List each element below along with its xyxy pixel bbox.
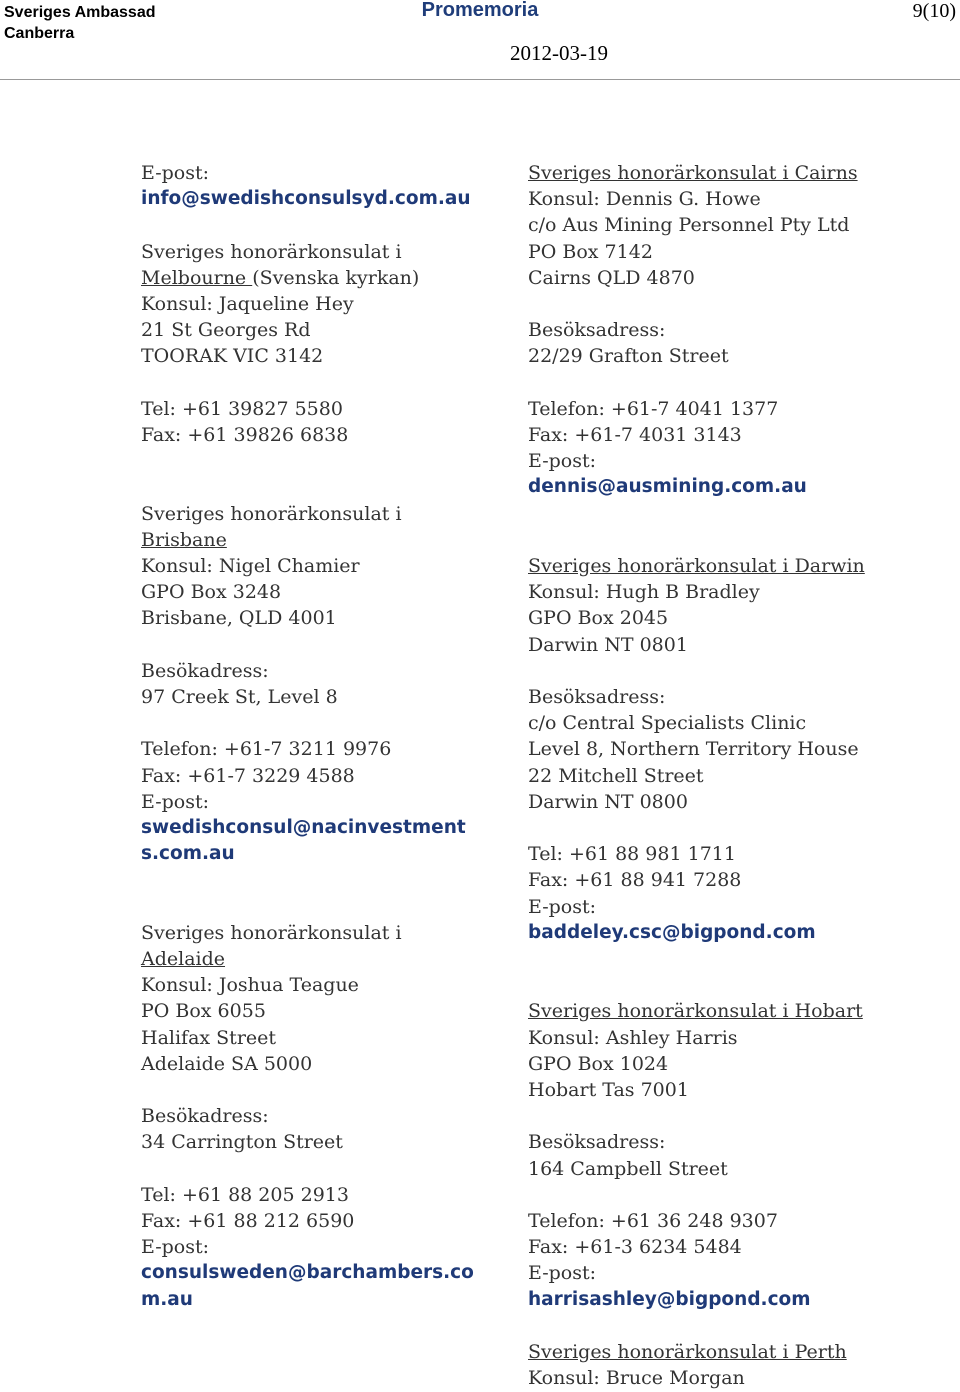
address-line: GPO Box 3248 bbox=[141, 581, 282, 604]
visit-address: 22/29 Grafton Street bbox=[528, 345, 729, 368]
telephone: Tel: +61 88 205 2913 bbox=[141, 1183, 349, 1206]
visit-address: Level 8, Northern Territory House bbox=[528, 738, 859, 761]
address-line: Brisbane, QLD 4001 bbox=[141, 607, 337, 630]
spacer bbox=[141, 894, 471, 920]
address-line: Cairns QLD 4870 bbox=[528, 266, 695, 289]
consul-name: Konsul: Bruce Morgan bbox=[528, 1367, 745, 1390]
email-link[interactable]: dennis@ausmining.com.au bbox=[528, 476, 807, 498]
email-label: E-post: bbox=[141, 790, 210, 813]
visit-address: 164 Campbell Street bbox=[528, 1157, 728, 1180]
address-line: PO Box 7142 bbox=[528, 240, 653, 263]
telephone: Telefon: +61 36 248 9307 bbox=[528, 1209, 778, 1232]
spacer bbox=[528, 946, 958, 972]
fax: Fax: +61-3 6234 5484 bbox=[528, 1236, 742, 1259]
spacer bbox=[528, 972, 958, 998]
telephone: Telefon: +61-7 4041 1377 bbox=[528, 397, 779, 420]
left-column bbox=[141, 160, 474, 1313]
telephone: Telefon: +61-7 3211 9976 bbox=[141, 738, 392, 761]
email-link-continued[interactable]: m.au bbox=[141, 1288, 193, 1310]
consul-name: Konsul: Jaqueline Hey bbox=[141, 293, 354, 315]
spacer bbox=[528, 501, 958, 527]
consulate-heading: Sveriges honorärkonsulat i bbox=[141, 502, 402, 525]
email-label: E-post: bbox=[141, 162, 210, 184]
consul-name: Konsul: Ashley Harris bbox=[528, 1026, 738, 1049]
spacer bbox=[528, 1182, 958, 1208]
consulate-heading-city bbox=[141, 265, 471, 291]
fax: Fax: +61 88 212 6590 bbox=[141, 1209, 355, 1232]
spacer bbox=[141, 710, 471, 736]
visit-address: c/o Central Specialists Clinic bbox=[528, 712, 807, 735]
consulate-heading: Sveriges honorärkonsulat i bbox=[141, 240, 402, 263]
fax: Fax: +61-7 3229 4588 bbox=[141, 764, 355, 787]
consulate-heading-city: Adelaide bbox=[141, 947, 226, 970]
city-name: Melbourne bbox=[141, 266, 253, 289]
email-label: E-post: bbox=[528, 895, 597, 918]
consul-name: Konsul: Joshua Teague bbox=[141, 974, 359, 997]
spacer bbox=[141, 632, 471, 658]
address-line: PO Box 6055 bbox=[141, 1000, 266, 1023]
org-city: Canberra bbox=[4, 25, 75, 42]
spacer bbox=[528, 815, 958, 841]
address-line: Halifax Street bbox=[141, 1026, 277, 1049]
email-link-continued[interactable]: s.com.au bbox=[141, 843, 235, 865]
address-line: GPO Box 2045 bbox=[528, 607, 669, 630]
address-line: 21 St Georges Rd bbox=[141, 319, 311, 342]
consulate-heading: Sveriges honorärkonsulat i Cairns bbox=[528, 162, 858, 184]
spacer bbox=[528, 1103, 958, 1129]
email-label: E-post: bbox=[528, 450, 597, 473]
consul-name: Konsul: Nigel Chamier bbox=[141, 554, 360, 577]
spacer bbox=[141, 448, 471, 474]
visit-address-label: Besökadress: bbox=[141, 659, 269, 682]
telephone: Tel: +61 88 981 1711 bbox=[528, 843, 736, 866]
spacer bbox=[528, 370, 958, 396]
visit-address: 97 Creek St, Level 8 bbox=[141, 685, 338, 708]
consulate-heading-city: Brisbane bbox=[141, 528, 227, 551]
spacer bbox=[141, 867, 471, 893]
spacer bbox=[528, 291, 958, 317]
visit-address-label: Besöksadress: bbox=[528, 319, 666, 342]
spacer bbox=[141, 474, 471, 500]
visit-address: 34 Carrington Street bbox=[141, 1131, 343, 1154]
address-line: Adelaide SA 5000 bbox=[141, 1052, 313, 1075]
email-link[interactable]: harrisashley@bigpond.com bbox=[528, 1288, 811, 1310]
email-link[interactable]: swedishconsul@nacinvestment bbox=[141, 816, 466, 838]
consulate-heading: Sveriges honorärkonsulat i Perth bbox=[528, 1340, 847, 1363]
address-line: Darwin NT 0801 bbox=[528, 633, 688, 656]
right-column bbox=[528, 160, 958, 1391]
visit-address-label: Besöksadress: bbox=[528, 685, 666, 708]
visit-address-label: Besökadress: bbox=[141, 1105, 269, 1128]
spacer bbox=[528, 527, 958, 553]
document-date: 2012-03-19 bbox=[510, 41, 608, 65]
fax: Fax: +61 39826 6838 bbox=[141, 424, 349, 446]
address-line: Hobart Tas 7001 bbox=[528, 1078, 689, 1101]
document-title: Promemoria bbox=[421, 0, 539, 21]
email-label: E-post: bbox=[528, 1262, 597, 1285]
email-label: E-post: bbox=[141, 1236, 210, 1259]
spacer bbox=[528, 1313, 958, 1339]
spacer bbox=[141, 1077, 471, 1103]
email-link[interactable]: baddeley.csc@bigpond.com bbox=[528, 921, 816, 943]
spacer bbox=[528, 658, 958, 684]
header-divider bbox=[0, 79, 960, 80]
page-number: 9(10) bbox=[912, 0, 956, 22]
address-line: TOORAK VIC 3142 bbox=[141, 345, 324, 368]
telephone: Tel: +61 39827 5580 bbox=[141, 397, 343, 420]
city-note: (Svenska kyrkan) bbox=[252, 266, 420, 289]
consulate-heading: Sveriges honorärkonsulat i bbox=[141, 921, 402, 944]
fax: Fax: +61 88 941 7288 bbox=[528, 869, 742, 892]
spacer bbox=[141, 370, 471, 396]
address-line: GPO Box 1024 bbox=[528, 1052, 669, 1075]
consulate-heading: Sveriges honorärkonsulat i Hobart bbox=[528, 1000, 863, 1023]
org-name: Sveriges Ambassad bbox=[4, 4, 156, 21]
visit-address: 22 Mitchell Street bbox=[528, 764, 704, 787]
email-link[interactable]: info@swedishconsulsyd.com.au bbox=[141, 188, 471, 210]
email-link[interactable]: consulsweden@barchambers.co bbox=[141, 1262, 474, 1284]
visit-address: Darwin NT 0800 bbox=[528, 790, 688, 813]
spacer bbox=[141, 1156, 471, 1182]
address-line: c/o Aus Mining Personnel Pty Ltd bbox=[528, 214, 850, 237]
consul-name: Konsul: Hugh B Bradley bbox=[528, 581, 760, 604]
consulate-heading: Sveriges honorärkonsulat i Darwin bbox=[528, 554, 865, 577]
spacer bbox=[141, 212, 471, 238]
fax: Fax: +61-7 4031 3143 bbox=[528, 424, 742, 446]
visit-address-label: Besöksadress: bbox=[528, 1131, 666, 1154]
consul-name: Konsul: Dennis G. Howe bbox=[528, 188, 761, 211]
